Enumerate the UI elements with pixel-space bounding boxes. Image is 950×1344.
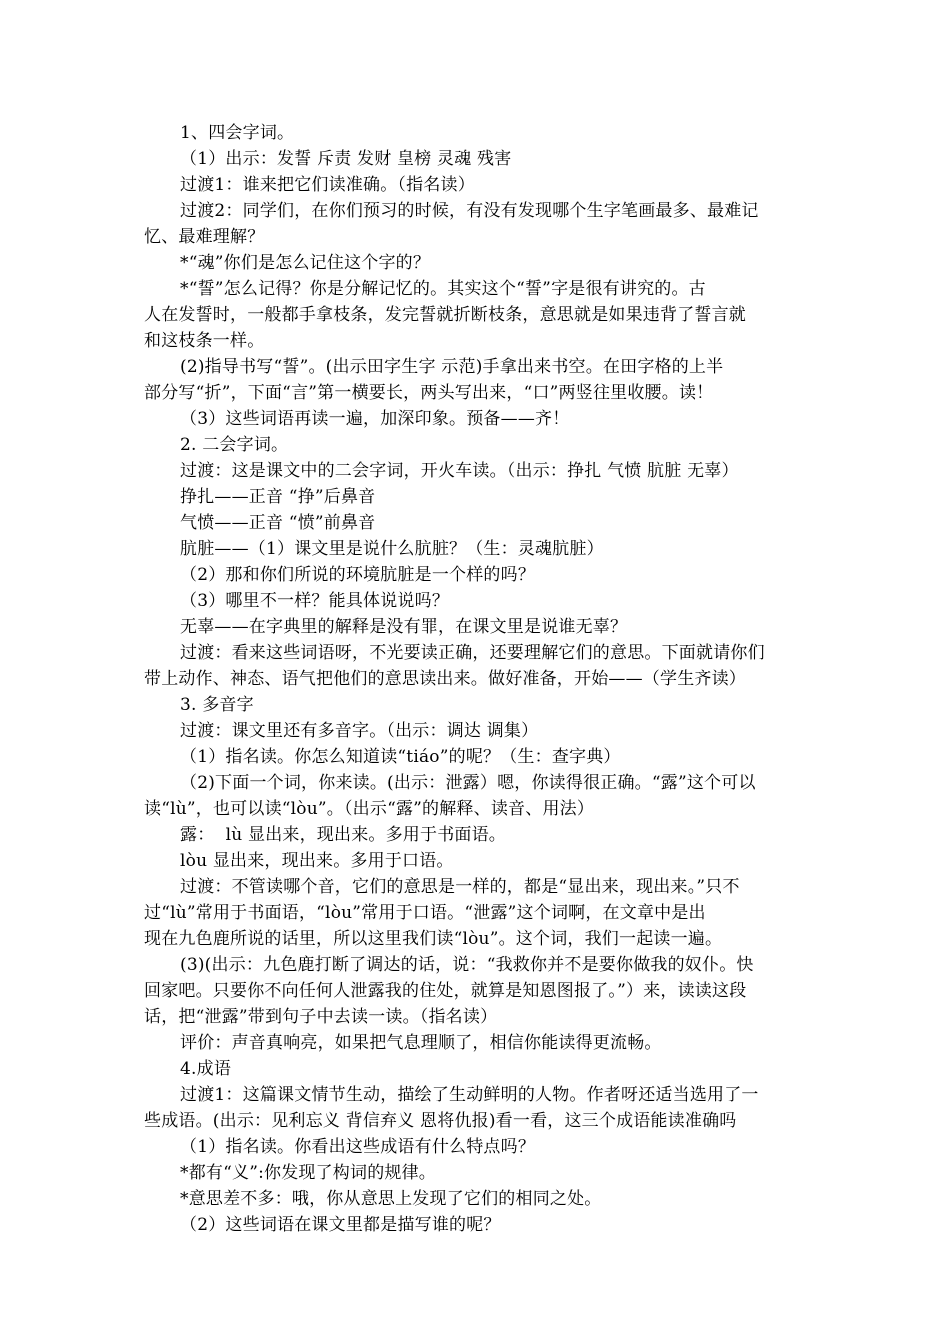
text-line: 评价：声音真响亮，如果把气息理顺了，相信你能读得更流畅。: [180, 1033, 662, 1053]
text-line: （2）那和你们所说的环境肮脏是一个样的吗？: [180, 565, 536, 585]
text-line: *“魂”你们是怎么记住这个字的？: [180, 253, 431, 273]
text-line: 1、四会字词。: [180, 123, 295, 143]
text-line: (3)(出示：九色鹿打断了调达的话，说：“我救你并不是要你做我的奴仆。快: [180, 955, 754, 975]
text-line: 露： lù 显出来，现出来。多用于书面语。: [180, 825, 506, 845]
text-line: *“誓”怎么记得？你是分解记忆的。其实这个“誓”字是很有讲究的。古: [180, 279, 706, 299]
text-line: （1）指名读。你看出这些成语有什么特点吗？: [180, 1137, 536, 1157]
text-line: （2)下面一个词，你来读。(出示：泄露）嗯，你读得很正确。“露”这个可以: [180, 773, 756, 793]
text-line: 3. 多音字: [180, 695, 254, 715]
text-line: （2）这些词语在课文里都是描写谁的呢？: [180, 1215, 501, 1235]
text-line: 回家吧。只要你不向任何人泄露我的住处，就算是知恩图报了。”）来，读读这段: [144, 981, 747, 1001]
text-line: 些成语。(出示：见利忘义 背信弃义 恩将仇报)看一看，这三个成语能读准确吗: [144, 1111, 737, 1131]
text-line: 4.成语: [180, 1059, 232, 1079]
text-line: 过渡：这是课文中的二会字词，开火车读。（出示：挣扎 气愤 肮脏 无辜）: [180, 461, 739, 481]
text-line: 过渡：不管读哪个音，它们的意思是一样的，都是“显出来，现出来。”只不: [180, 877, 740, 897]
text-line: *都有“义”:你发现了构词的规律。: [180, 1163, 437, 1183]
text-line: 过渡：看来这些词语呀，不光要读正确，还要理解它们的意思。下面就请你们: [180, 643, 765, 663]
text-line: 部分写“折”，下面“言”第一横要长，两头写出来，“口”两竖往里收腰。读！: [144, 383, 714, 403]
text-line: 过渡1：谁来把它们读准确。（指名读）: [180, 175, 475, 195]
text-line: 话，把“泄露”带到句子中去读一读。（指名读）: [144, 1007, 498, 1027]
text-line: 和这枝条一样。: [144, 331, 265, 351]
text-line: (2)指导书写“誓”。(出示田字生字 示范)手拿出来书空。在田字格的上半: [180, 357, 724, 377]
text-line: 忆、最难理解？: [144, 227, 265, 247]
text-line: lòu 显出来，现出来。多用于口语。: [180, 851, 454, 871]
text-line: 现在九色鹿所说的话里，所以这里我们读“lòu”。这个词，我们一起读一遍。: [144, 929, 723, 949]
text-line: 肮脏——（1）课文里是说什么肮脏？（生：灵魂肮脏）: [180, 539, 604, 559]
text-line: 读“lù”，也可以读“lòu”。（出示“露”的解释、读音、用法）: [144, 799, 595, 819]
text-line: 气愤——正音 “愤”前鼻音: [180, 513, 376, 533]
text-line: （3）哪里不一样？能具体说说吗？: [180, 591, 450, 611]
text-line: 带上动作、神态、语气把他们的意思读出来。做好准备，开始——（学生齐读）: [144, 669, 746, 689]
text-line: 过渡：课文里还有多音字。（出示：调达 调集）: [180, 721, 539, 741]
text-line: 过“lù”常用于书面语，“lòu”常用于口语。“泄露”这个词啊，在文章中是出: [144, 903, 706, 923]
text-line: 人在发誓时，一般都手拿枝条，发完誓就折断枝条，意思就是如果违背了誓言就: [144, 305, 746, 325]
text-line: 挣扎——正音 “挣”后鼻音: [180, 487, 376, 507]
text-line: 过渡2：同学们，在你们预习的时候，有没有发现哪个生字笔画最多、最难记: [180, 201, 759, 221]
text-line: 过渡1：这篇课文情节生动，描绘了生动鲜明的人物。作者呀还适当选用了一: [180, 1085, 759, 1105]
text-line: （1）指名读。你怎么知道读“tiáo”的呢？（生：查字典）: [180, 747, 621, 767]
text-line: （3）这些词语再读一遍，加深印象。预备——齐！: [180, 409, 570, 429]
text-line: 2. 二会字词。: [180, 435, 289, 455]
text-line: *意思差不多：哦，你从意思上发现了它们的相同之处。: [180, 1189, 602, 1209]
text-line: 无辜——在字典里的解释是没有罪，在课文里是说谁无辜？: [180, 617, 628, 637]
text-line: （1）出示：发誓 斥责 发财 皇榜 灵魂 残害: [180, 149, 512, 169]
